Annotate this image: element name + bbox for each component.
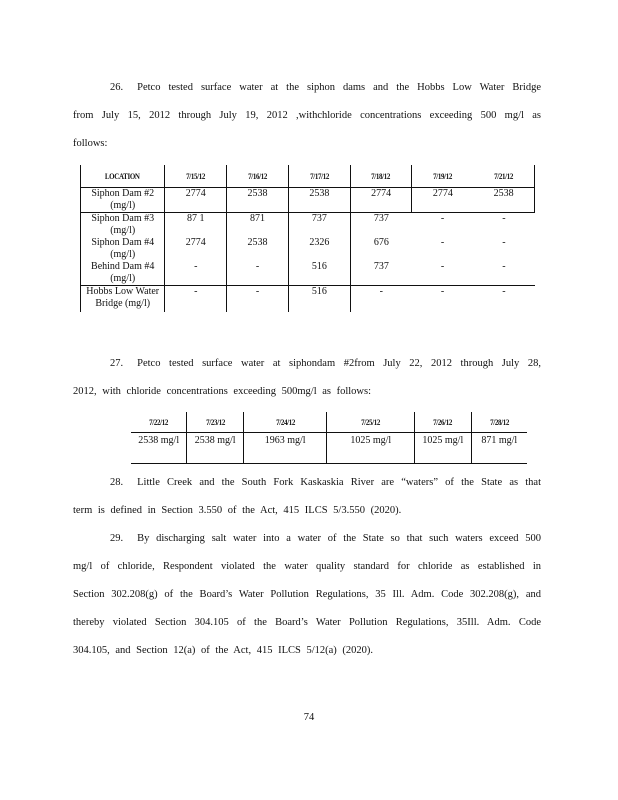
table-cell: 2538	[227, 188, 289, 213]
table-cell: -	[440, 213, 445, 224]
paragraph-number: 27.	[110, 358, 124, 369]
table-header-cell: 7/15/12	[186, 170, 206, 181]
table-cell: -	[165, 286, 227, 313]
table-cell: 516	[288, 286, 350, 313]
table-cell: -	[227, 261, 289, 286]
table-cell: 737	[288, 213, 350, 238]
table-cell: 676	[373, 237, 389, 248]
table-header-cell: 7/25/12	[361, 416, 381, 427]
table-cell: -	[440, 237, 445, 248]
paragraph-number: 26.	[110, 82, 124, 93]
table-header-cell: 7/22/12	[149, 416, 169, 427]
paragraph-text-line: 304.105, and Section 12(a) of the Act, 415 ILCS 5/12(a) (2020).	[73, 645, 374, 656]
table-header-row	[81, 165, 535, 188]
paragraph-text-line: thereby violated Section 304.105 of the Board’s Water Pollution Regulations, 35Ill. Adm. Code	[73, 617, 541, 628]
paragraph-number: 29.	[110, 533, 124, 544]
paragraph-text-line: Petco tested surface water at siphondam #2from July 22, 2012 through July 28,	[137, 358, 541, 369]
table-header-cell: 7/28/12	[489, 416, 509, 427]
paragraph-text-line: Petco tested surface water at the siphon dams and the Hobbs Low Water Bridge	[137, 82, 541, 93]
table-cell-location: Siphon Dam #2 (mg/l)	[81, 188, 165, 213]
table-cell: 2326	[288, 237, 350, 261]
table-cell: 737	[373, 213, 389, 224]
table-cell: 2774	[165, 188, 227, 213]
table-header-cell: LOCATION	[105, 170, 141, 181]
table-header-cell: 7/23/12	[205, 416, 225, 427]
table-cell: -	[502, 237, 506, 248]
table-cell: -	[502, 213, 506, 224]
table-cell: -	[473, 261, 534, 286]
table-cell: 2538	[288, 188, 350, 213]
chloride-table-siphon-dam-2	[131, 412, 527, 464]
paragraph-text-line: from July 15, 2012 through July 19, 2012 ,withchloride concentrations exceeding 500 mg/l as	[73, 110, 541, 121]
paragraph-number: 28.	[110, 477, 124, 488]
table-cell: 516	[288, 261, 350, 286]
paragraph-text-line: Little Creek and the South Fork Kaskaskia River are “waters” of the State as that	[137, 477, 541, 488]
table-cell: -	[502, 286, 506, 297]
paragraph-27	[73, 350, 541, 406]
chloride-table-siphon-dams	[80, 165, 535, 312]
table-header-cell: 7/17/12	[309, 170, 329, 181]
table-cell: -	[165, 261, 227, 286]
table-header-cell: 7/16/12	[248, 170, 268, 181]
table-cell: 2538 mg/l	[131, 433, 187, 464]
table-cell: 871	[227, 213, 289, 238]
paragraph-text-line: By discharging salt water into a water of the State so that such waters exceed 500	[137, 533, 541, 544]
table-cell: 2774	[165, 237, 227, 261]
table-header-cell: 7/24/12	[275, 416, 295, 427]
table-cell: 1963 mg/l	[243, 433, 327, 464]
table-cell: 871 mg/l	[471, 433, 527, 464]
table-cell: -	[440, 286, 445, 297]
page-number: 74	[303, 712, 315, 723]
table-cell: 1025 mg/l	[415, 433, 471, 464]
table-cell: 2538	[473, 188, 534, 213]
table-cell: -	[412, 261, 473, 286]
table-cell: -	[379, 286, 383, 297]
table-row	[81, 286, 535, 313]
table-cell: 2538	[227, 237, 289, 261]
table-cell: -	[227, 286, 289, 313]
paragraph-text-line: follows:	[73, 138, 108, 149]
paragraph-text-line: term is defined in Section 3.550 of the Act, 415 ILCS 5/3.550 (2020).	[73, 505, 402, 516]
table-row	[131, 433, 527, 464]
table-cell-location: Behind Dam #4 (mg/l)	[81, 261, 165, 286]
table-row	[81, 237, 535, 261]
table-cell-location: Siphon Dam #3 (mg/l)	[81, 213, 165, 238]
table-cell: 2774	[412, 188, 473, 213]
table-cell: 737	[350, 261, 412, 286]
paragraph-text-line: Section 302.208(g) of the Board’s Water Pollution Regulations, 35 Ill. Adm. Code 302.208(g), and	[73, 589, 541, 600]
table-cell: 2538 mg/l	[187, 433, 243, 464]
paragraph-28	[73, 469, 541, 525]
paragraph-29	[73, 525, 541, 665]
table-cell: 2774	[350, 188, 412, 213]
table-header-cell: 7/18/12	[371, 170, 391, 181]
table-header-row	[131, 412, 527, 433]
table-cell-location: Siphon Dam #4 (mg/l)	[81, 237, 165, 261]
paragraph-26	[73, 74, 541, 158]
paragraph-text-line: mg/l of chloride, Respondent violated the water quality standard for chloride as established in	[73, 561, 541, 572]
table-cell-location: Hobbs Low Water Bridge (mg/l)	[81, 286, 165, 313]
table-header-cell: 7/19/12	[433, 170, 453, 181]
table-row	[81, 213, 535, 238]
paragraph-text-line: 2012, with chloride concentrations exceeding 500mg/l as follows:	[73, 386, 372, 397]
table-header-cell: 7/26/12	[433, 416, 453, 427]
table-cell: 87 1	[165, 213, 227, 238]
table-row	[81, 188, 535, 213]
table-header-cell: 7/21/12	[494, 170, 514, 181]
table-cell: 1025 mg/l	[327, 433, 415, 464]
table-row	[81, 261, 535, 286]
